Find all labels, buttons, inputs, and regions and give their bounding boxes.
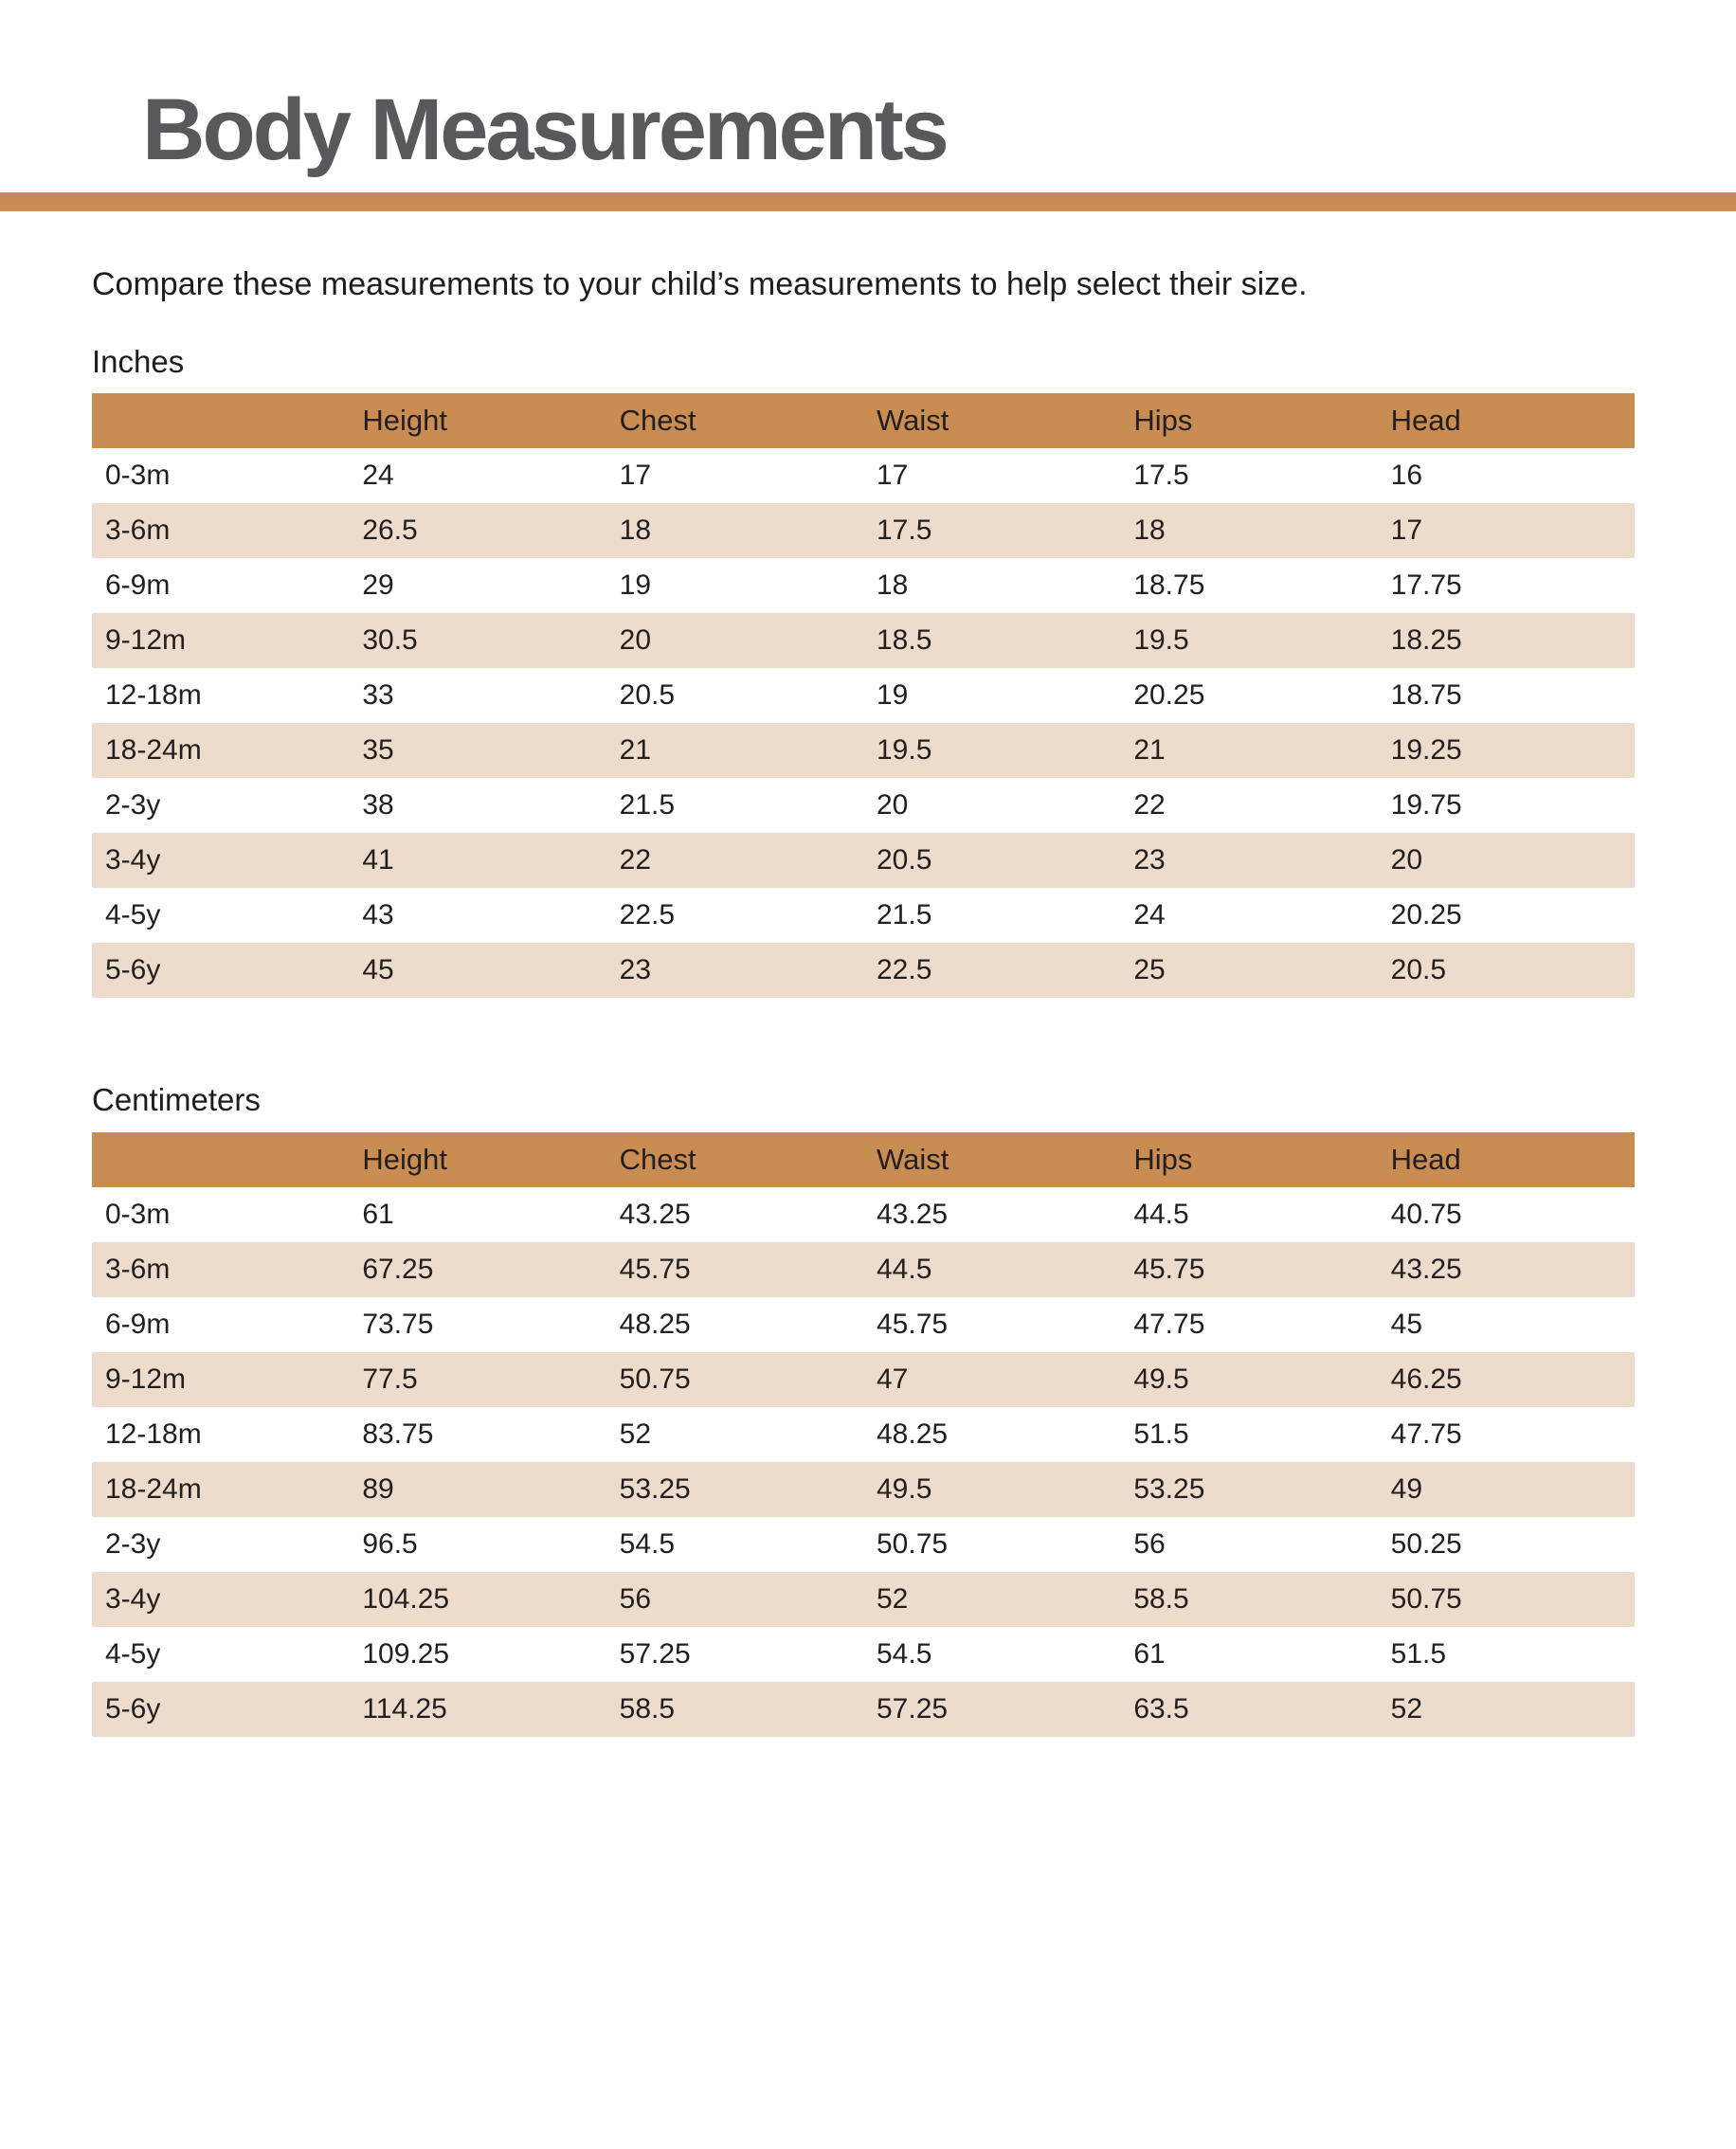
table-row xyxy=(92,668,1635,723)
table-row xyxy=(92,1297,1635,1352)
column-header-empty xyxy=(92,393,349,448)
measurement-value: 22 xyxy=(1133,789,1166,822)
measurement-value: 48.25 xyxy=(876,1418,949,1450)
measurement-value: 41 xyxy=(362,844,394,876)
measurement-value: 104.25 xyxy=(362,1582,450,1615)
measurement-value: 18 xyxy=(876,569,909,602)
measurement-value: 73.75 xyxy=(362,1308,434,1340)
measurement-value: 83.75 xyxy=(362,1418,434,1450)
measurement-value: 63.5 xyxy=(1133,1692,1189,1725)
table-row xyxy=(92,1187,1635,1242)
measurement-value: 53.25 xyxy=(1133,1472,1205,1505)
measurement-value: 45.75 xyxy=(619,1253,691,1285)
row-label: 3-4y xyxy=(105,844,161,876)
row-label: 3-4y xyxy=(105,1582,161,1615)
measurement-value: 49 xyxy=(1390,1472,1423,1505)
measurement-value: 20.25 xyxy=(1133,679,1205,712)
row-label: 18-24m xyxy=(105,1472,202,1505)
measurement-value: 22 xyxy=(619,844,652,876)
measurement-value: 50.75 xyxy=(1390,1582,1462,1615)
row-label: 6-9m xyxy=(105,1308,171,1340)
table-row xyxy=(92,558,1635,613)
measurement-value: 96.5 xyxy=(362,1527,418,1560)
measurement-value: 20.5 xyxy=(876,844,932,876)
measurement-value: 21.5 xyxy=(619,789,676,822)
measurement-value: 20.5 xyxy=(1390,954,1447,986)
table-section-inches xyxy=(92,343,1635,999)
measurement-value: 17.5 xyxy=(876,515,932,547)
row-label: 5-6y xyxy=(105,954,161,986)
measurement-value: 17 xyxy=(619,460,652,492)
measurement-value: 25 xyxy=(1133,954,1166,986)
measurement-value: 47 xyxy=(876,1363,909,1395)
measurement-value: 19 xyxy=(619,569,652,602)
measurement-value: 29 xyxy=(362,569,394,602)
measurement-value: 38 xyxy=(362,789,394,822)
measurement-value: 24 xyxy=(362,460,394,492)
measurement-value: 18.75 xyxy=(1390,679,1462,712)
measurement-value: 47.75 xyxy=(1133,1308,1205,1340)
measurement-value: 57.25 xyxy=(876,1692,949,1725)
measurement-value: 18.75 xyxy=(1133,569,1205,602)
centimeters-table xyxy=(92,1132,1635,1737)
row-label: 3-6m xyxy=(105,515,171,547)
measurement-value: 47.75 xyxy=(1390,1418,1462,1450)
measurement-value: 44.5 xyxy=(1133,1198,1189,1230)
column-header-head: Head xyxy=(1390,1142,1461,1176)
measurement-value: 46.25 xyxy=(1390,1363,1462,1395)
table-section-centimeters xyxy=(92,1081,1635,1737)
measurement-value: 33 xyxy=(362,679,394,712)
row-label: 2-3y xyxy=(105,1527,161,1560)
column-header-chest: Chest xyxy=(619,1142,696,1176)
measurement-value: 17 xyxy=(876,460,909,492)
row-label: 12-18m xyxy=(105,1418,202,1450)
measurement-value: 56 xyxy=(1133,1527,1166,1560)
measurement-value: 23 xyxy=(619,954,652,986)
measurement-value: 20 xyxy=(876,789,909,822)
column-header-empty xyxy=(92,1132,349,1187)
measurement-value: 22.5 xyxy=(876,954,932,986)
measurement-value: 22.5 xyxy=(619,899,676,931)
table-row xyxy=(92,1462,1635,1517)
table-row xyxy=(92,1352,1635,1407)
table-row xyxy=(92,943,1635,998)
table-header-row xyxy=(92,1132,1635,1187)
measurement-value: 18.5 xyxy=(876,624,932,657)
table-row xyxy=(92,1517,1635,1572)
measurement-value: 18 xyxy=(619,515,652,547)
column-header-height: Height xyxy=(362,404,447,438)
measurement-value: 17 xyxy=(1390,515,1423,547)
measurement-value: 58.5 xyxy=(1133,1582,1189,1615)
table-label-inches: Inches xyxy=(92,343,185,379)
measurement-value: 43.25 xyxy=(876,1198,949,1230)
measurement-value: 23 xyxy=(1133,844,1166,876)
column-header-waist: Waist xyxy=(876,404,949,438)
measurement-value: 50.75 xyxy=(619,1363,691,1395)
measurement-value: 43.25 xyxy=(619,1198,691,1230)
measurement-value: 58.5 xyxy=(619,1692,676,1725)
measurement-value: 114.25 xyxy=(362,1692,447,1725)
row-label: 6-9m xyxy=(105,569,171,602)
measurement-value: 67.25 xyxy=(362,1253,434,1285)
row-label: 3-6m xyxy=(105,1253,171,1285)
measurement-value: 50.75 xyxy=(876,1527,949,1560)
measurement-value: 49.5 xyxy=(876,1472,932,1505)
row-label: 9-12m xyxy=(105,624,187,657)
table-header-row xyxy=(92,393,1635,448)
measurement-value: 54.5 xyxy=(876,1637,932,1670)
column-header-height: Height xyxy=(362,1142,447,1176)
measurement-value: 19.5 xyxy=(876,734,932,767)
table-row xyxy=(92,1572,1635,1627)
inches-table xyxy=(92,393,1635,998)
table-row xyxy=(92,1682,1635,1737)
measurement-value: 18 xyxy=(1133,515,1166,547)
measurement-value: 52 xyxy=(876,1582,909,1615)
table-row xyxy=(92,448,1635,503)
measurement-value: 20.25 xyxy=(1390,899,1462,931)
column-header-waist: Waist xyxy=(876,1142,949,1176)
measurement-value: 19.75 xyxy=(1390,789,1462,822)
measurement-value: 24 xyxy=(1133,899,1166,931)
measurement-value: 54.5 xyxy=(619,1527,676,1560)
table-row xyxy=(92,833,1635,888)
measurement-value: 21 xyxy=(619,734,652,767)
measurement-value: 21 xyxy=(1133,734,1166,767)
measurement-value: 43.25 xyxy=(1390,1253,1462,1285)
measurement-value: 45 xyxy=(362,954,394,986)
measurement-value: 61 xyxy=(1133,1637,1166,1670)
row-label: 9-12m xyxy=(105,1363,187,1395)
measurement-value: 50.25 xyxy=(1390,1527,1462,1560)
measurement-value: 20 xyxy=(619,624,652,657)
measurement-value: 77.5 xyxy=(362,1363,418,1395)
measurement-value: 19.5 xyxy=(1133,624,1189,657)
table-row xyxy=(92,723,1635,778)
measurement-value: 21.5 xyxy=(876,899,932,931)
measurement-value: 40.75 xyxy=(1390,1198,1462,1230)
table-row xyxy=(92,1407,1635,1462)
row-label: 2-3y xyxy=(105,789,161,822)
measurement-value: 20 xyxy=(1390,844,1423,876)
page-title: Body Measurements xyxy=(142,81,947,178)
column-header-hips: Hips xyxy=(1133,404,1193,438)
row-label: 0-3m xyxy=(105,460,171,492)
measurement-value: 57.25 xyxy=(619,1637,691,1670)
measurement-value: 44.5 xyxy=(876,1253,932,1285)
measurement-value: 109.25 xyxy=(362,1637,450,1670)
measurement-value: 61 xyxy=(362,1198,394,1230)
measurement-value: 56 xyxy=(619,1582,652,1615)
measurement-value: 17.75 xyxy=(1390,569,1462,602)
row-label: 0-3m xyxy=(105,1198,171,1230)
measurement-value: 18.25 xyxy=(1390,624,1462,657)
measurement-value: 51.5 xyxy=(1133,1418,1189,1450)
measurement-value: 45.75 xyxy=(1133,1253,1205,1285)
row-label: 12-18m xyxy=(105,679,202,712)
measurement-value: 16 xyxy=(1390,460,1423,492)
measurement-value: 52 xyxy=(619,1418,652,1450)
title-divider-bar xyxy=(0,192,1736,211)
row-label: 4-5y xyxy=(105,1637,161,1670)
measurement-value: 52 xyxy=(1390,1692,1423,1725)
measurement-value: 45.75 xyxy=(876,1308,949,1340)
measurement-value: 53.25 xyxy=(619,1472,691,1505)
measurement-value: 17.5 xyxy=(1133,460,1189,492)
measurement-value: 51.5 xyxy=(1390,1637,1447,1670)
measurement-value: 89 xyxy=(362,1472,394,1505)
table-row xyxy=(92,613,1635,668)
table-row xyxy=(92,1627,1635,1682)
measurement-value: 35 xyxy=(362,734,394,767)
row-label: 5-6y xyxy=(105,1692,161,1725)
row-label: 4-5y xyxy=(105,899,161,931)
row-label: 18-24m xyxy=(105,734,202,767)
measurement-value: 49.5 xyxy=(1133,1363,1189,1395)
measurement-value: 30.5 xyxy=(362,624,418,657)
table-row xyxy=(92,503,1635,558)
table-row xyxy=(92,1242,1635,1297)
table-label-centimeters: Centimeters xyxy=(92,1082,261,1118)
measurement-value: 20.5 xyxy=(619,679,676,712)
measurement-value: 43 xyxy=(362,899,394,931)
column-header-head: Head xyxy=(1390,404,1461,438)
table-row xyxy=(92,778,1635,833)
measurement-value: 19.25 xyxy=(1390,734,1462,767)
table-row xyxy=(92,888,1635,943)
content xyxy=(92,264,1635,1737)
measurement-value: 19 xyxy=(876,679,909,712)
column-header-hips: Hips xyxy=(1133,1142,1193,1176)
measurement-value: 48.25 xyxy=(619,1308,691,1340)
column-header-chest: Chest xyxy=(619,404,696,438)
measurement-value: 26.5 xyxy=(362,515,418,547)
intro-text: Compare these measurements to your child’s measurements to help select their size. xyxy=(92,266,1308,303)
measurement-value: 45 xyxy=(1390,1308,1423,1340)
